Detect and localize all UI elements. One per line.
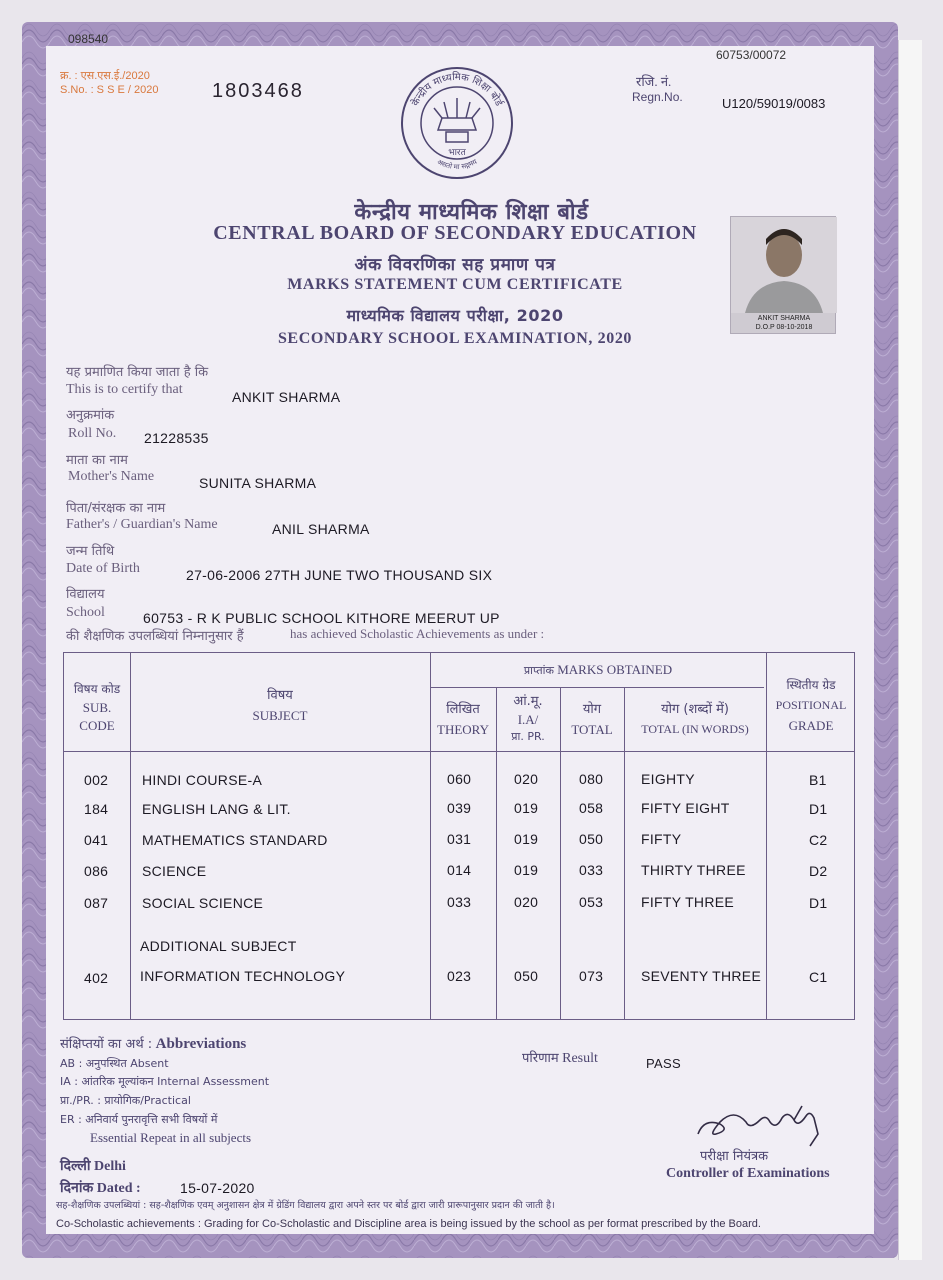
row-grade: D2 <box>809 863 828 879</box>
controller-hi: परीक्षा नियंत्रक <box>700 1149 769 1164</box>
row-theory: 031 <box>447 831 472 847</box>
header-grade-en1: POSITIONAL <box>775 698 847 712</box>
document-ref: 60753/00072 <box>716 48 787 62</box>
row-grade: D1 <box>809 895 828 911</box>
dob-value: 27-06-2006 27TH JUNE TWO THOUSAND SIX <box>186 567 493 583</box>
row-total: 058 <box>579 800 604 816</box>
header-theory-hi: लिखित <box>446 702 480 717</box>
abbr-er: ER : अनिवार्य पुनरावृत्ति सभी विषयों में <box>60 1113 218 1126</box>
row-theory: 014 <box>447 862 472 878</box>
header-total-hi: योग <box>582 702 602 717</box>
row-theory: 060 <box>447 771 472 787</box>
result-label-en: Result <box>562 1051 598 1066</box>
mother-name: SUNITA SHARMA <box>199 475 317 491</box>
dated-label <box>60 1178 141 1197</box>
abbr-ab: AB : अनुपस्थित Absent <box>60 1057 169 1070</box>
result-label <box>522 1048 598 1067</box>
row-words: EIGHTY <box>641 771 695 787</box>
school-label: School <box>66 605 105 620</box>
student-name: ANKIT SHARMA <box>232 389 341 405</box>
seal-bharat-text: भारत <box>448 148 466 158</box>
seal-bottom-text: असतो मा सद्गमय <box>435 157 479 172</box>
board-name-hi: केन्द्रीय माध्यमिक शिक्षा बोर्ड <box>354 200 589 225</box>
dated-label-en: Dated : <box>96 1181 141 1196</box>
form-code-hi: क्र. : एस.एस.ई./2020 <box>60 70 150 82</box>
regn-number: U120/59019/0083 <box>722 96 826 111</box>
row-code: 184 <box>84 801 109 817</box>
row-ia: 019 <box>514 831 539 847</box>
abbr-pr: प्रा./PR. : प्रायोगिक/Practical <box>60 1094 191 1107</box>
header-subject-hi: विषय <box>267 688 293 703</box>
row-subject: HINDI COURSE-A <box>142 772 263 788</box>
student-photo <box>730 216 836 334</box>
dob-label-hi: जन्म तिथि <box>66 544 115 559</box>
backing-sheet-edge <box>898 40 922 1260</box>
additional-subject-label: ADDITIONAL SUBJECT <box>140 938 297 954</box>
student-portrait-icon <box>731 217 837 313</box>
doc-title-hi: अंक विवरणिका सह प्रमाण पत्र <box>354 255 556 275</box>
header-grade-en2: GRADE <box>788 718 834 733</box>
roll-label: Roll No. <box>68 426 117 441</box>
header-code-en1: SUB. <box>82 700 112 715</box>
row-subject: SCIENCE <box>142 863 207 879</box>
school-value: 60753 - R K PUBLIC SCHOOL KITHORE MEERUT UP <box>143 610 500 626</box>
photo-caption-name: ANKIT SHARMA <box>757 315 811 322</box>
seal-top-text: केन्द्रीय माध्यमिक शिक्षा बोर्ड <box>409 71 505 108</box>
row-theory: 039 <box>447 800 472 816</box>
exam-en: SECONDARY SCHOOL EXAMINATION, 2020 <box>277 330 633 347</box>
header-marks-en: MARKS OBTAINED <box>557 662 673 677</box>
serial-top: 098540 <box>68 32 109 46</box>
row-words: FIFTY EIGHT <box>641 800 730 816</box>
row-grade: D1 <box>809 801 828 817</box>
row-code: 086 <box>84 863 109 879</box>
header-total-en: TOTAL <box>571 722 613 737</box>
row-words: SEVENTY THREE <box>641 968 762 984</box>
row-total: 073 <box>579 968 604 984</box>
photo-caption-date: D.O.P 08-10-2018 <box>755 324 813 331</box>
row-subject: ENGLISH LANG & LIT. <box>142 801 291 817</box>
row-words: FIFTY THREE <box>641 894 735 910</box>
dob-label: Date of Birth <box>66 561 140 576</box>
row-code: 041 <box>84 832 109 848</box>
row-total: 053 <box>579 894 604 910</box>
father-name: ANIL SHARMA <box>272 521 370 537</box>
father-label-hi: पिता/संरक्षक का नाम <box>66 501 166 516</box>
roll-label-hi: अनुक्रमांक <box>66 408 115 423</box>
header-ia-hi: आं.मू. <box>513 694 543 709</box>
abbreviations-title-hi: संक्षिप्तयों का अर्थ : <box>60 1037 153 1052</box>
row-ia: 019 <box>514 862 539 878</box>
header-words-hi: योग (शब्दों में) <box>661 702 729 717</box>
header-ia-pr: प्रा. PR. <box>511 730 545 743</box>
exam-hi: माध्यमिक विद्यालय परीक्षा, 2020 <box>346 306 564 325</box>
row-subject: INFORMATION TECHNOLOGY <box>140 968 346 984</box>
row-ia: 020 <box>514 894 539 910</box>
achievement-line-en: has achieved Scholastic Achievements as under : <box>290 626 545 641</box>
signature-icon <box>690 1100 840 1148</box>
regn-label-en: Regn.No. <box>632 90 683 104</box>
row-code: 002 <box>84 772 109 788</box>
row-grade: B1 <box>809 772 827 788</box>
header-code-hi: विषय कोड <box>73 682 121 696</box>
header-marks-hi: प्राप्तांक <box>523 664 554 677</box>
dated-value: 15-07-2020 <box>180 1180 255 1196</box>
abbreviations-title <box>60 1034 246 1053</box>
header-grade-hi: स्थितीय ग्रेड <box>786 678 836 692</box>
row-code: 087 <box>84 895 109 911</box>
header-ia-en: I.A/ <box>517 712 539 727</box>
abbr-ia: IA : आंतरिक मूल्यांकन Internal Assessment <box>60 1075 270 1088</box>
row-subject: SOCIAL SCIENCE <box>142 895 264 911</box>
place-en: Delhi <box>94 1159 126 1174</box>
name-label: This is to certify that <box>66 382 183 397</box>
row-grade: C2 <box>809 832 828 848</box>
controller-en: Controller of Examinations <box>666 1166 830 1181</box>
row-total: 080 <box>579 771 604 787</box>
row-theory: 023 <box>447 968 472 984</box>
achievement-line-hi: की शैक्षणिक उपलब्धियां निम्नानुसार हैं <box>66 629 244 644</box>
board-name-en: CENTRAL BOARD OF SECONDARY EDUCATION <box>213 222 697 244</box>
abbr-er-en: Essential Repeat in all subjects <box>90 1130 252 1145</box>
row-words: THIRTY THREE <box>641 862 746 878</box>
roll-number: 21228535 <box>144 430 209 446</box>
school-label-hi: विद्यालय <box>66 587 105 602</box>
footer-en: Co-Scholastic achievements : Grading for Co-Scholastic and Discipline area is being issued by the school as per format prescribed by the Board. <box>56 1218 761 1230</box>
result-value: PASS <box>646 1056 681 1071</box>
certify-hi: यह प्रमाणित किया जाता है कि <box>66 365 209 380</box>
board-seal-icon <box>398 64 516 182</box>
marks-table <box>63 652 855 1020</box>
row-ia: 050 <box>514 968 539 984</box>
row-total: 050 <box>579 831 604 847</box>
row-words: FIFTY <box>641 831 682 847</box>
regn-label-hi: रजि. नं. <box>636 74 672 89</box>
father-label: Father's / Guardian's Name <box>66 517 218 532</box>
certificate-number: 1803468 <box>212 80 304 102</box>
header-subject-en: SUBJECT <box>252 708 308 723</box>
footer-hi: सह-शैक्षणिक उपलब्धियां : सह-शैक्षणिक एवम् अनुशासन क्षेत्र में ग्रेडिंग विद्यालय द्वारा अपने स्तर पर बोर्ड द्वारा जारी प्रारूपानुसार प्रदान की जाती है। <box>56 1200 555 1211</box>
header-code-en2: CODE <box>79 718 115 733</box>
mother-label: Mother's Name <box>68 469 155 484</box>
form-code-en: S.No. : S S E / 2020 <box>60 84 159 96</box>
row-theory: 033 <box>447 894 472 910</box>
header-marks <box>430 661 766 679</box>
result-label-hi: परिणाम <box>522 1051 559 1066</box>
dated-label-hi: दिनांक <box>60 1180 94 1196</box>
row-subject: MATHEMATICS STANDARD <box>142 832 328 848</box>
row-code: 402 <box>84 970 109 986</box>
header-words-en: TOTAL (IN WORDS) <box>641 722 749 736</box>
mother-label-hi: माता का नाम <box>66 453 128 468</box>
row-grade: C1 <box>809 969 828 985</box>
header-theory-en: THEORY <box>437 722 489 737</box>
place-hi: दिल्ली <box>60 1158 91 1174</box>
row-ia: 020 <box>514 771 539 787</box>
row-ia: 019 <box>514 800 539 816</box>
row-total: 033 <box>579 862 604 878</box>
place <box>60 1156 126 1175</box>
doc-title-en: MARKS STATEMENT CUM CERTIFICATE <box>287 276 623 293</box>
abbreviations-title-en: Abbreviations <box>155 1036 247 1052</box>
